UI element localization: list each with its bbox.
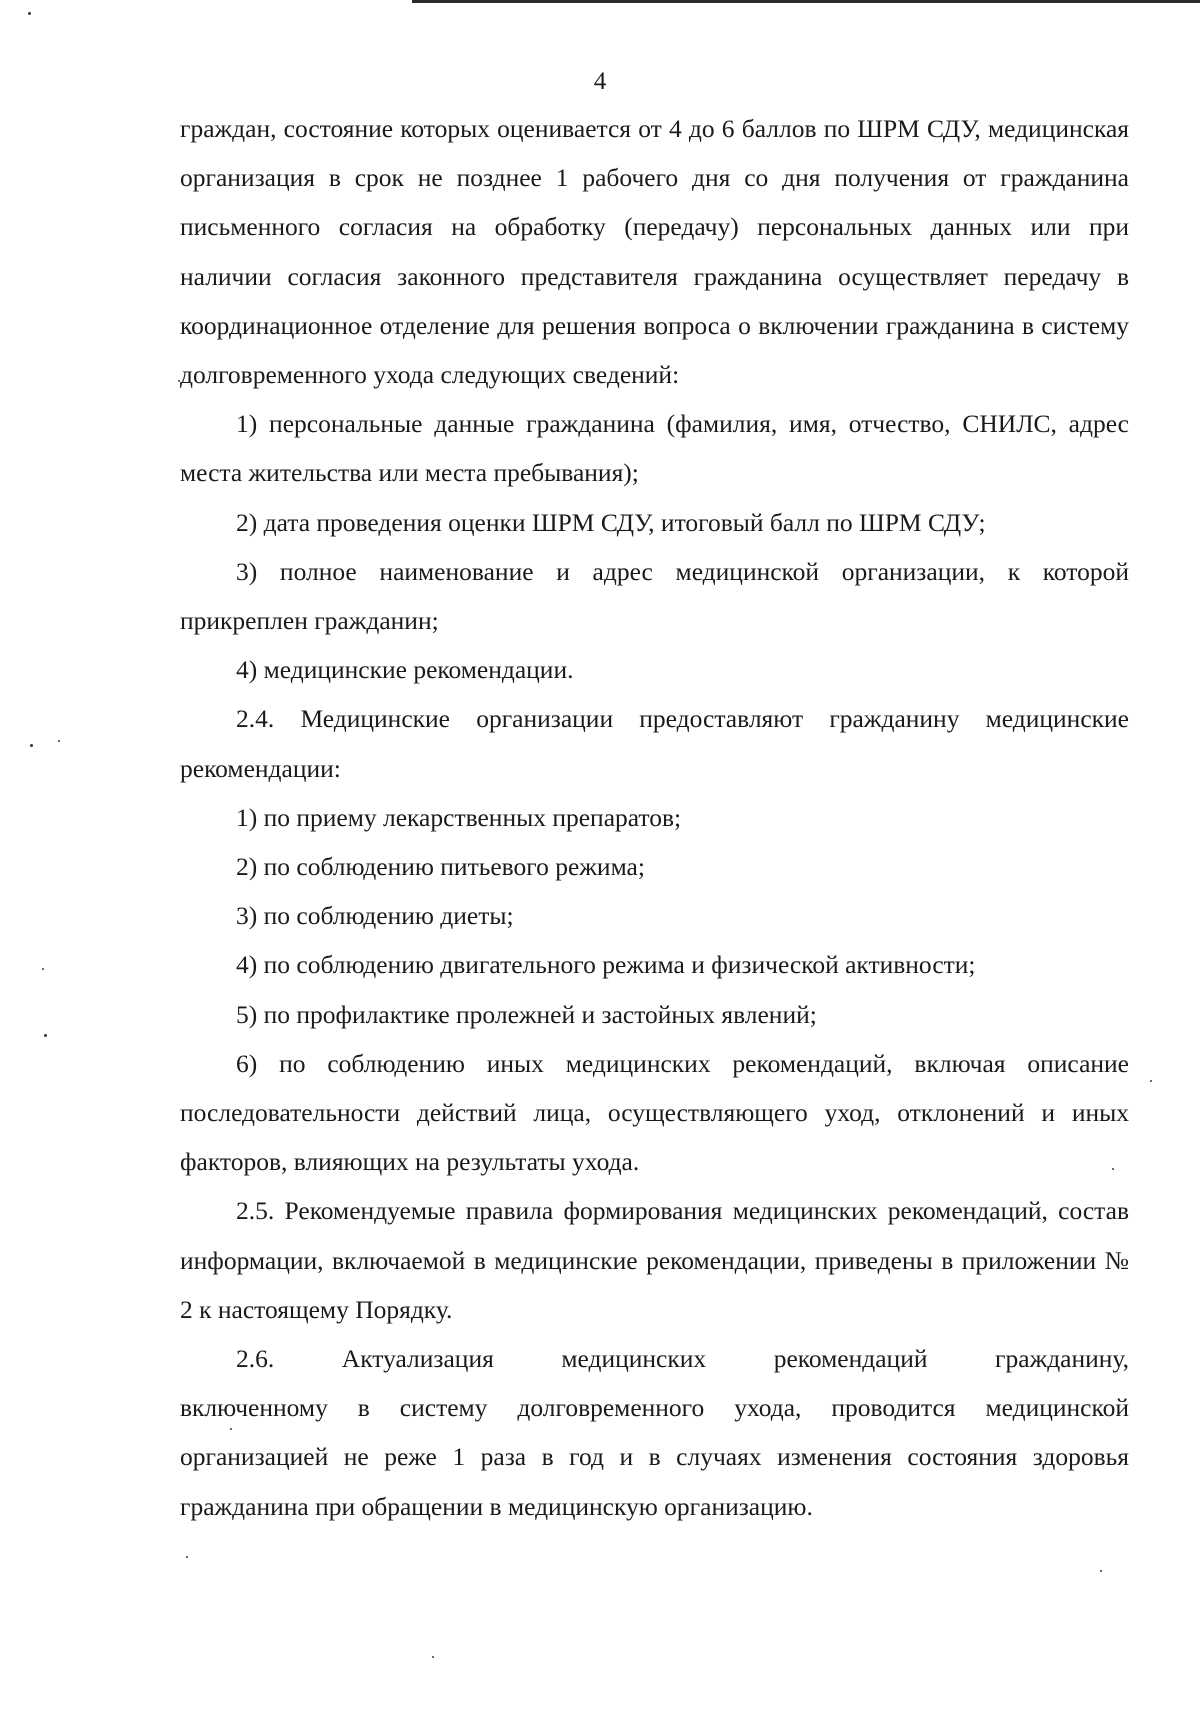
- scan-speck: [28, 12, 31, 15]
- section-paragraph-2-6-first-line: 2.6. Актуализация медицинских рекомендаций гражданину,: [236, 1344, 1129, 1374]
- list-item: 1) персональные данные гражданина (фамилия, имя, отчество, СНИЛС, адрес места жительства или места пребывания);: [180, 409, 1129, 488]
- scan-speck: [1112, 1168, 1114, 1170]
- scan-speck: [178, 380, 180, 382]
- scan-speck: [1100, 1570, 1102, 1572]
- list-item: 5) по профилактике пролежней и застойных явлений;: [236, 999, 817, 1029]
- scan-speck: [42, 968, 44, 970]
- scan-speck: [44, 1034, 47, 1037]
- list-item: 3) полное наименование и адрес медицинской организации, к которой прикреплен гражданин;: [180, 556, 1129, 636]
- scan-speck: [186, 1556, 188, 1558]
- list-item: 4) по соблюдению двигательного режима и физической активности;: [236, 950, 976, 980]
- scan-speck: [1150, 1080, 1152, 1082]
- scan-speck: [58, 740, 60, 742]
- scan-speck: [432, 1656, 434, 1658]
- section-paragraph-2-5: 2.5. Рекомендуемые правила формирования медицинских рекомендаций, состав информации, включаемой в медицинские рекомендации, приведены в приложении № 2 к настоящему Порядку.: [180, 1196, 1129, 1324]
- list-item: 4) медицинские рекомендации.: [236, 655, 574, 685]
- list-item: 1) по приему лекарственных препаратов;: [236, 802, 682, 832]
- section-paragraph-2-6-continuation: включенному в систему долговременного ухода, проводится медицинской организацией не реже 1 раза в год и в случаях изменения состояния здоровья гражданина при обращении в медицинскую организацию.: [180, 1393, 1129, 1521]
- paragraph-intro: граждан, состояние которых оценивается от 4 до 6 баллов по ШРМ СДУ, медицинская организация в срок не позднее 1 рабочего дня со дня получения от гражданина письменного согласия на обработку (передачу) персональных данных или при наличии согласия законного представителя гражданина осуществляет передачу в координационное отделение для решения вопроса о включении гражданина в систему долговременного ухода следующих сведений:: [180, 114, 1129, 390]
- document-body: [180, 104, 1129, 1531]
- top-rule: [412, 0, 1200, 3]
- list-item: 3) по соблюдению диеты;: [236, 901, 514, 931]
- list-item: 2) дата проведения оценки ШРМ СДУ, итоговый балл по ШРМ СДУ;: [236, 507, 986, 537]
- scan-speck: [230, 1428, 232, 1430]
- list-item: 2) по соблюдению питьевого режима;: [236, 852, 645, 882]
- scan-speck: [30, 744, 33, 747]
- section-paragraph-2-4: 2.4. Медицинские организации предоставляют гражданину медицинские рекомендации:: [180, 704, 1129, 783]
- list-item: 6) по соблюдению иных медицинских рекомендаций, включая описание последовательности действий лица, осуществляющего уход, отклонений и иных факторов, влияющих на результаты ухода.: [180, 1048, 1129, 1177]
- page-number: 4: [593, 68, 607, 95]
